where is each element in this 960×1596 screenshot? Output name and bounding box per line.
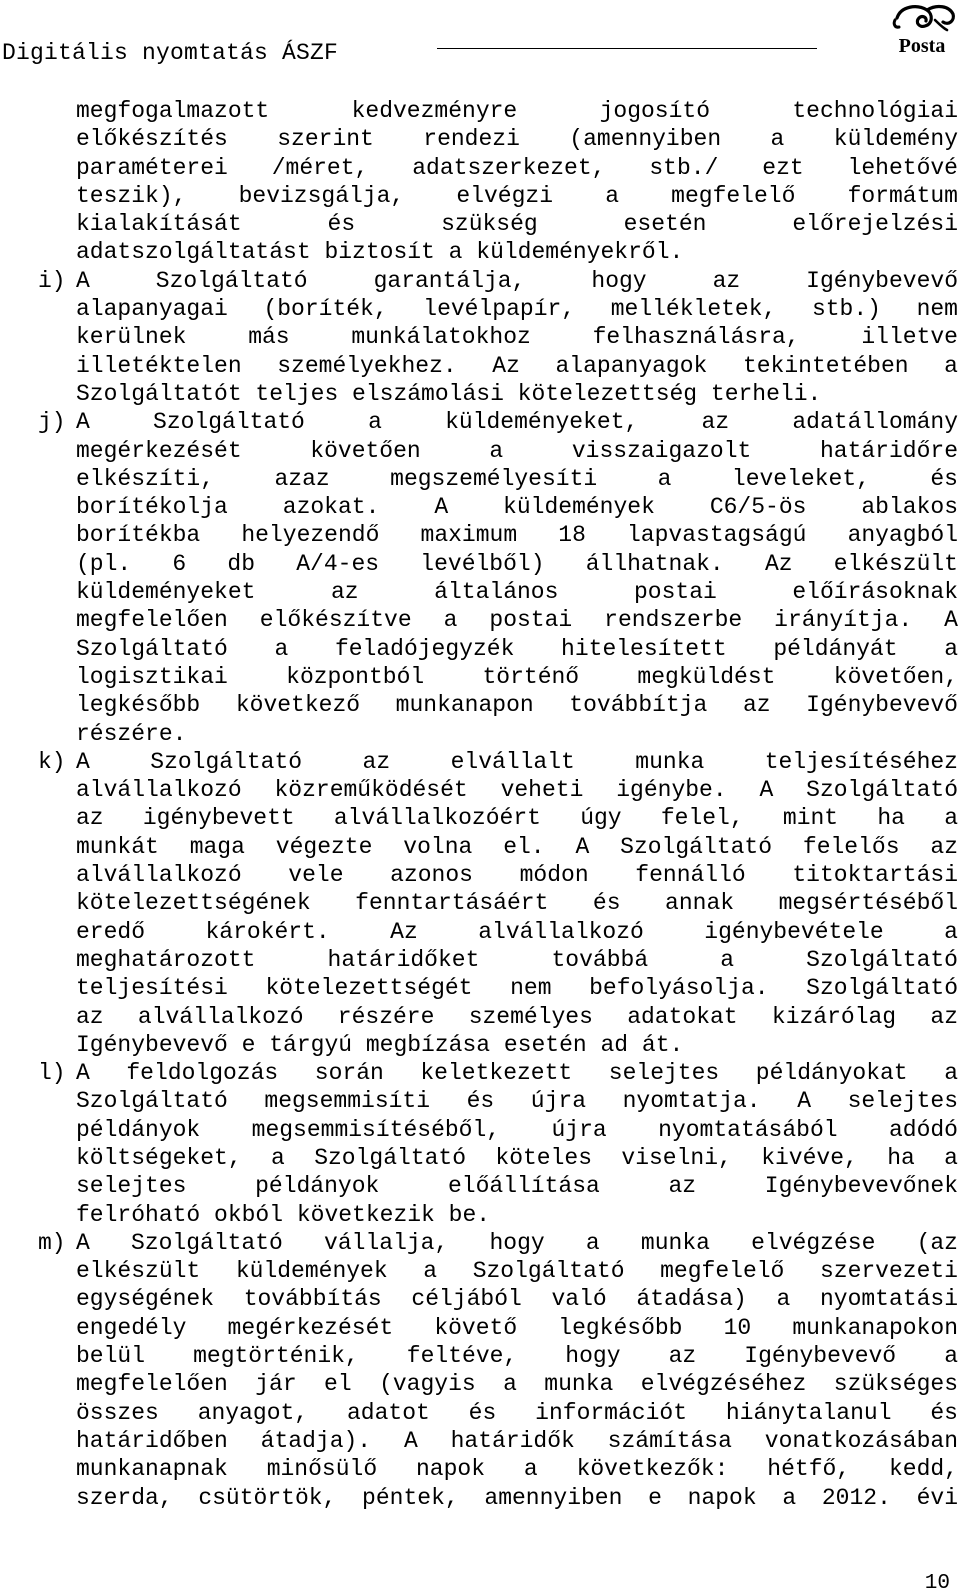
list-item-j [38,408,958,748]
line-text: eredő károkért. Az alvállalkozó igénybevétele a [76,918,958,945]
line-text: Szolgáltató megsemmisíti és újra nyomtatja. A selejtes [76,1088,958,1115]
text-line [38,1172,958,1200]
list-marker: j) [38,409,66,436]
line-text: belül megtörténik, feltéve, hogy az Igénybevevő a [76,1343,958,1370]
text-line [38,691,958,719]
line-text: alvállalkozó közreműködését veheti igénybe. A Szolgáltató [76,777,958,804]
text-line [38,125,958,153]
text-line [38,804,958,832]
line-text: elkészült küldemények a Szolgáltató megfelelő szervezeti [76,1258,958,1285]
text-line [38,550,958,578]
line-text: kialakítását és szükség esetén előrejelzési [76,211,958,238]
line-text: részére. [76,720,187,747]
posta-logo [887,0,957,70]
line-text: előkészítés szerint rendezi (amennyiben a küldemény [76,126,958,153]
posta-horn-icon [887,0,957,70]
text-line [38,1059,958,1087]
line-text: A Szolgáltató garantálja, hogy az Igénybevevő [76,267,958,294]
line-text: Igénybevevő e tárgyú megbízása esetén ad át. [76,1031,684,1058]
line-text: felróható okból következik be. [76,1201,491,1228]
svg-text:Posta: Posta [898,35,946,57]
line-text: A Szolgáltató a küldeményeket, az adatállomány [76,409,958,436]
line-text: meghatározott határidőket továbbá a Szolgáltató [76,946,958,973]
list-marker: m) [38,1229,66,1256]
text-line [38,521,958,549]
line-text: Szolgáltatót teljes elszámolási kötelezettség terheli. [76,380,822,407]
text-line [38,1201,958,1229]
line-text: selejtes példányok előállítása az Igénybevevőnek [76,1173,958,1200]
line-text: paraméterei /méret, adatszerkezet, stb./ ezt lehetővé [76,154,958,181]
text-line [38,1370,958,1398]
text-line [38,210,958,238]
line-text: egységének továbbítás céljából való átadása) a nyomtatási [76,1286,958,1313]
line-text: engedély megérkezését követő legkésőbb 10 munkanapokon [76,1314,958,1341]
line-text: az alvállalkozó részére személyes adatokat kizárólag az [76,1003,958,1030]
text-line [38,606,958,634]
text-line [38,154,958,182]
text-line [38,1314,958,1342]
text-line [38,1484,958,1512]
document-header-title: Digitális nyomtatás ÁSZF [2,40,339,66]
line-text: elkészíti, azaz megszemélyesíti a leveleket, és [76,465,958,492]
text-line [38,1116,958,1144]
text-line [38,1285,958,1313]
text-line [38,1257,958,1285]
text-line [38,946,958,974]
line-text: megfogalmazott kedvezményre jogosító technológiai [76,98,958,124]
text-line [38,635,958,663]
text-line [38,1031,958,1059]
list-item-l [38,1059,958,1229]
text-line [38,380,958,408]
line-text: küldeményeket az általános postai előírásoknak [76,579,958,606]
line-text: példányok megsemmisítéséből, újra nyomtatásából adódó [76,1116,958,1143]
text-line [38,323,958,351]
line-text: határidőben átadja). A határidők számítása vonatkozásában [76,1427,958,1454]
text-line [38,182,958,210]
line-text: borítékba helyezendő maximum 18 lapvastagságú anyagból [76,522,958,549]
list-item-m [38,1229,958,1512]
line-text: költségeket, a Szolgáltató köteles viselni, kivéve, ha a [76,1144,958,1171]
line-text: illetéktelen személyekhez. Az alapanyagok tekintetében a [76,352,958,379]
document-body [38,97,958,1512]
text-line [38,295,958,323]
text-line [38,493,958,521]
paragraph-continuation [38,97,958,267]
text-line [38,1427,958,1455]
line-text: kötelezettségének fenntartásáért és annak megsértéséből [76,890,958,917]
text-line [38,267,958,295]
line-text: munkát maga végezte volna el. A Szolgáltató felelős az [76,833,958,860]
line-text: A feldolgozás során keletkezett selejtes példányokat a [76,1060,958,1087]
line-text: adatszolgáltatást biztosít a küldeményekről. [76,239,684,266]
text-line [38,1342,958,1370]
line-text: kerülnek más munkálatokhoz felhasználásra, illetve [76,324,958,351]
text-line [38,1087,958,1115]
list-marker: i) [38,267,66,294]
line-text: összes anyagot, adatot és információt hiánytalanul és [76,1399,958,1426]
line-text: alapanyagai (boríték, levélpapír, mellékletek, stb.) nem [76,296,958,323]
text-line [38,1144,958,1172]
line-text: teszik), bevizsgálja, elvégzi a megfelelő formátum [76,182,958,209]
line-text: borítékolja azokat. A küldemények C6/5-ös ablakos [76,494,958,521]
list-item-k [38,748,958,1059]
text-line [38,861,958,889]
text-line [38,889,958,917]
text-line [38,720,958,748]
text-line [38,578,958,606]
line-text: (pl. 6 db A/4-es levélből) állhatnak. Az elkészült [76,550,958,577]
line-text: A Szolgáltató az elvállalt munka teljesítéséhez [76,748,958,775]
text-line [38,663,958,691]
text-line [38,1003,958,1031]
text-line [38,97,958,125]
text-line [38,437,958,465]
header-divider [437,48,817,49]
text-line [38,833,958,861]
line-text: teljesítési kötelezettségét nem befolyásolja. Szolgáltató [76,975,958,1002]
line-text: logisztikai központból történő megküldést követően, [76,663,958,690]
text-line [38,776,958,804]
line-text: munkanapnak minősülő napok a következők: hétfő, kedd, [76,1456,958,1483]
line-text: az igénybevett alvállalkozóért úgy felel, mint ha a [76,805,958,832]
line-text: A Szolgáltató vállalja, hogy a munka elvégzése (az [76,1229,958,1256]
text-line [38,465,958,493]
text-line [38,1455,958,1483]
line-text: legkésőbb következő munkanapon továbbítja az Igénybevevő [76,692,958,719]
line-text: megérkezését követően a visszaigazolt határidőre [76,437,958,464]
line-text: megfelelően jár el (vagyis a munka elvégzéséhez szükséges [76,1371,958,1398]
list-marker: k) [38,748,66,775]
text-line [38,238,958,266]
text-line [38,974,958,1002]
text-line [38,918,958,946]
text-line [38,748,958,776]
text-line [38,352,958,380]
text-line [38,1399,958,1427]
line-text: alvállalkozó vele azonos módon fennálló titoktartási [76,862,958,889]
text-line [38,1229,958,1257]
page-number: 10 [924,1572,950,1595]
list-marker: l) [38,1060,66,1087]
line-text: Szolgáltató a feladójegyzék hitelesített példányát a [76,635,958,662]
line-text: szerda, csütörtök, péntek, amennyiben e napok a 2012. évi [76,1484,958,1511]
text-line [38,408,958,436]
list-item-i [38,267,958,408]
line-text: megfelelően előkészítve a postai rendszerbe irányítja. A [76,607,958,634]
